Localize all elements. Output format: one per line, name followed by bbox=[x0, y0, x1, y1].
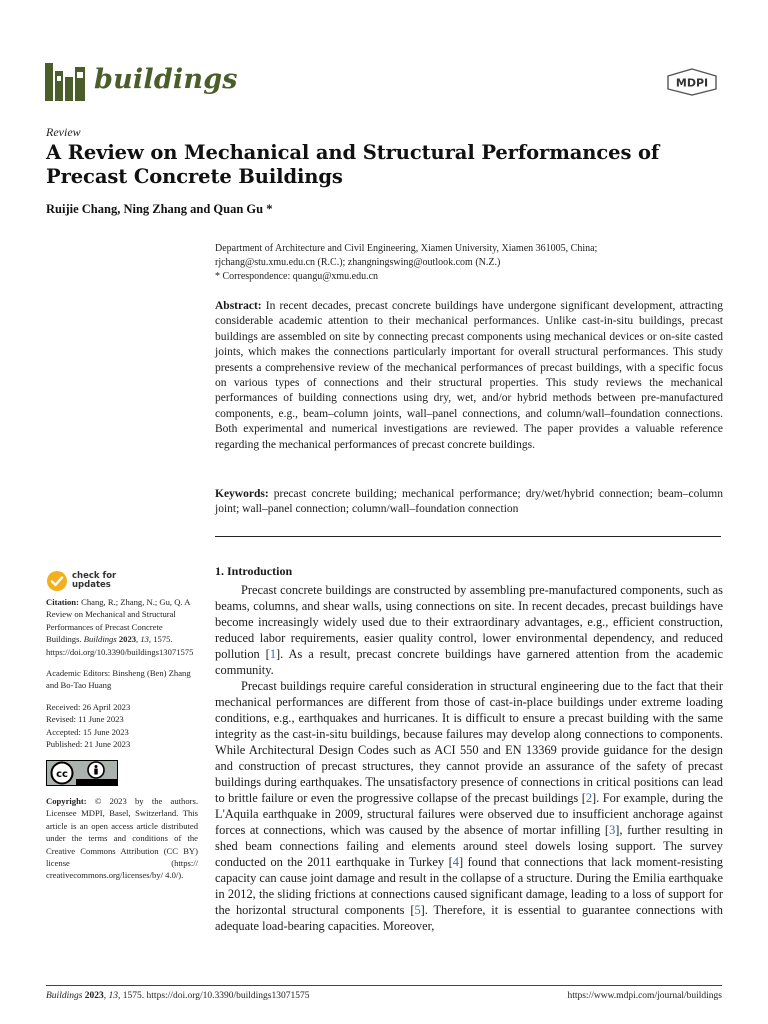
date-received: Received: 26 April 2023 bbox=[46, 701, 131, 712]
citation-link[interactable]: 1 bbox=[269, 647, 277, 661]
check-updates-line-1: check for bbox=[72, 571, 117, 581]
keywords-label: Keywords: bbox=[215, 488, 269, 500]
journal-header bbox=[44, 60, 724, 104]
check-for-updates-button[interactable] bbox=[46, 570, 198, 592]
footer-divider bbox=[46, 985, 722, 986]
abstract-label: Abstract: bbox=[215, 300, 262, 312]
cc-by-license-icon[interactable] bbox=[46, 760, 118, 786]
copyright-notice: Copyright: © 2023 by the authors. Licensee MDPI, Basel, Switzerland. This article is an open access article distributed under the terms and conditions of the Creative Commons Attribution (CC BY) license (https:// creativecommons.org/licenses/by/ 4.0/). bbox=[46, 795, 198, 881]
citation-block: Citation: Chang, R.; Zhang, N.; Gu, Q. A Review on Mechanical and Structural Performances of Precast Concrete Buildings. Buildings 2023, 13, 1575. https://doi.org/10.3390/buildings13071575 bbox=[46, 597, 194, 657]
footer-journal-url[interactable]: https://www.mdpi.com/journal/buildings bbox=[567, 991, 722, 1001]
title-line-2: Precast Concrete Buildings bbox=[46, 165, 343, 188]
keywords-text: precast concrete building; mechanical performance; dry/wet/hybrid connection; beam–column joint; wall–panel connection; column/wall–foundation connection bbox=[215, 488, 723, 516]
academic-editors: Academic Editors: Binsheng (Ben) Zhang and Bo-Tao Huang bbox=[46, 668, 191, 691]
citation-link[interactable]: 5 bbox=[414, 903, 421, 917]
author-emails: rjchang@stu.xmu.edu.cn (R.C.); zhangningswing@outlook.com (N.Z.) bbox=[215, 257, 501, 268]
section-divider bbox=[215, 536, 721, 537]
keywords bbox=[215, 487, 723, 518]
citation-link[interactable]: 2 bbox=[585, 791, 593, 805]
date-accepted: Accepted: 15 June 2023 bbox=[46, 726, 129, 737]
authors: Ruijie Chang, Ning Zhang and Quan Gu * bbox=[46, 202, 273, 216]
paragraph: Precast buildings require careful consideration in structural engineering due to the fact that their mechanical performances are different from those of cast-in-place buildings under extreme loading conditions, e.g., earthquakes and hurricanes. It is difficult to ensure a precast building with the same integrity as the cast-in-situ buildings, because failures may develop along connections to components. While Architectural Design Codes such as ACI 550 and EN 13369 provide guidance for the design and construction of precast structures, they cannot provide an assurance of the safety of precast buildings during earthquakes. The unsatisfactory presence of connections in critical positions can lead to brittle failure or even the progressive collapse of the precast buildings [2]. For example, during the L'Aquila earthquake in 2009, structural failures were observed due to insufficient anchorage against forces at connections, which was caused by the absence of mortar infilling [3], further resulting in shed beam connections failing and elements around steel dowels losing support. The survey conducted on the 2011 earthquake in Turkey [4] found that connections that lack moment-resisting capacity can cause joint damage and result in the collapse of a structure. During the Emilia earthquake in 2012, the sliding frictions at connections caused significant damage, leading to a loss of support for the horizontal structural components [5]. Therefore, it is essential to guarantee connections with adequate load-bearing capacities. Moreover, bbox=[215, 679, 723, 933]
date-revised: Revised: 11 June 2023 bbox=[46, 714, 124, 725]
publication-dates bbox=[46, 701, 198, 751]
check-updates-line-2: updates bbox=[72, 580, 111, 590]
affiliation-line: Department of Architecture and Civil Engineering, Xiamen University, Xiamen 361005, China; bbox=[215, 243, 598, 254]
correspondence: * Correspondence: quangu@xmu.edu.cn bbox=[215, 271, 379, 282]
citation-link[interactable]: 3 bbox=[609, 823, 616, 837]
abstract bbox=[215, 299, 723, 453]
svg-text:cc: cc bbox=[56, 769, 68, 781]
footer-citation: Buildings 2023, 13, 1575. https://doi.org/10.3390/buildings13071575 bbox=[46, 991, 310, 1001]
date-published: Published: 21 June 2023 bbox=[46, 739, 131, 750]
affiliations bbox=[215, 242, 725, 284]
citation-link[interactable]: 4 bbox=[452, 855, 459, 869]
section-heading-introduction: 1. Introduction bbox=[215, 564, 293, 578]
mdpi-logo-icon bbox=[666, 68, 718, 96]
article-sidebar bbox=[46, 570, 198, 891]
paragraph: Precast concrete buildings are constructed by assembling pre-manufactured components, such as beams, columns, and shear walls, using connections on site. In recent decades, precast buildings have become increasingly widely used due to their extraordinary advantages, e.g., efficient construction, reduced labor requirements, easier quality control, lower environmental dependency, and reduced pollution [1]. As a result, precast concrete buildings have garnered attention from the academic community. bbox=[215, 583, 723, 677]
buildings-logo-icon bbox=[44, 60, 90, 102]
mdpi-logo-text: MDPI bbox=[675, 76, 709, 90]
abstract-text: In recent decades, precast concrete buildings have undergone significant development, attracting considerable academic attention to their mechanical performances. Unlike cast-in-situ buildings, precast buildings are assembled on site by connecting precast components using mechanical devices or on-site casted joints, which makes the connections particularly important for overall structural performances. This study presents a comprehensive review of the mechanical performances of precast buildings, with a specific focus on various types of connections and their structural properties. This study reviews the mechanical performances of building connections using dry, wet, and/or hybrid methods between pre-manufactured components, e.g., beam–column joints, wall–panel connections, and column/wall–foundation connections. Both experimental and numerical investigations are reviewed. The paper provides a valuable reference regarding the mechanical performances of precast concrete buildings. bbox=[215, 300, 724, 451]
introduction-body bbox=[215, 582, 723, 934]
title-line-1: A Review on Mechanical and Structural Performances of bbox=[46, 141, 660, 164]
article-type: Review bbox=[46, 125, 81, 139]
article-title bbox=[46, 141, 726, 189]
check-updates-icon bbox=[46, 570, 68, 592]
journal-name: buildings bbox=[94, 64, 238, 95]
